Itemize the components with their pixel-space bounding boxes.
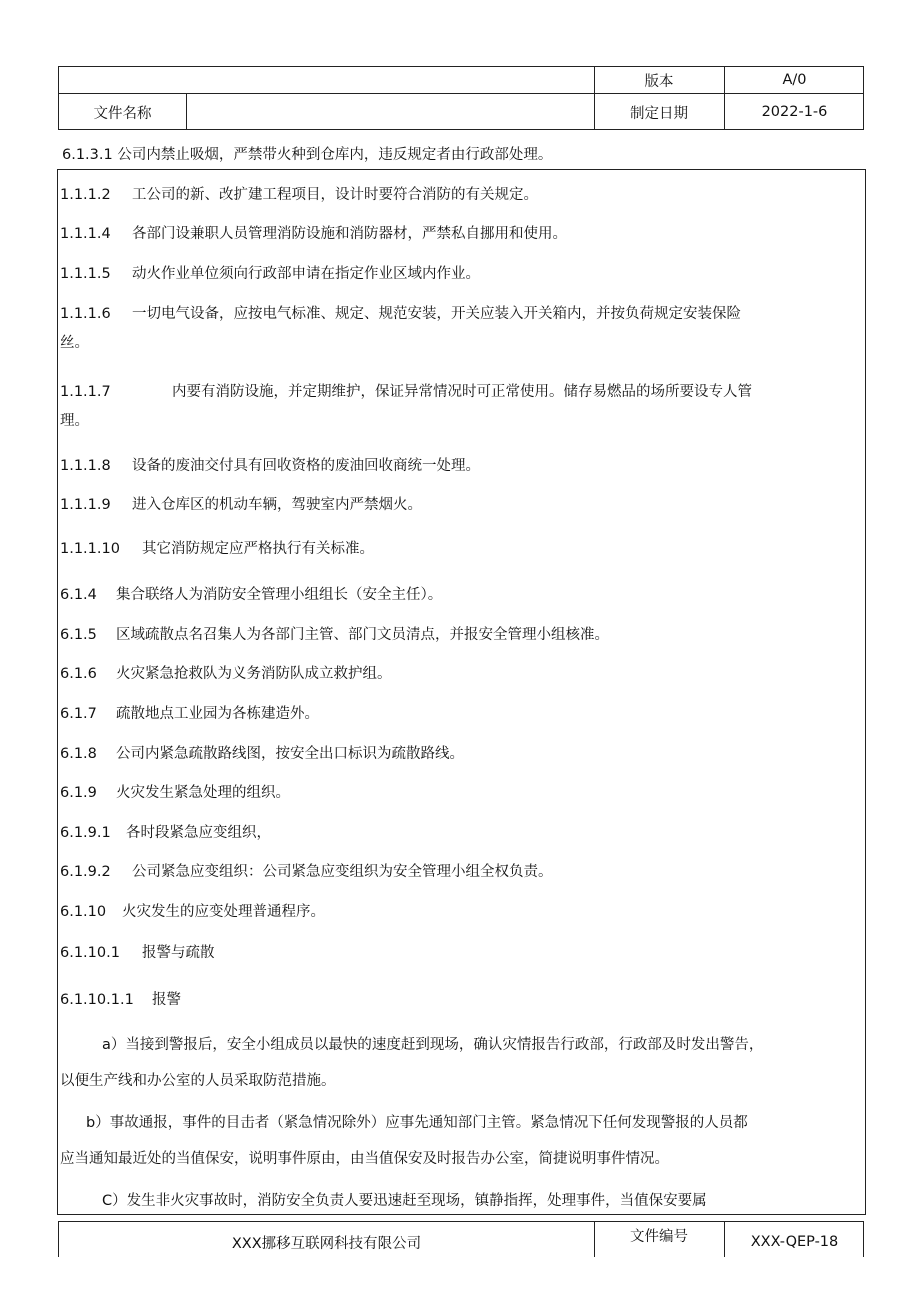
doc-no-label: 文件编号 bbox=[630, 1228, 688, 1245]
footer-table bbox=[58, 1221, 864, 1257]
list-item bbox=[60, 900, 325, 921]
date-value: 2022-1-6 bbox=[761, 104, 828, 120]
paragraph-b-line-1: b）事故通报，事件的目击者（紧急情况除外）应事先通知部门主管。紧急情况下任何发现警报的人员都 bbox=[86, 1115, 748, 1131]
item-text: 内要有消防设施，并定期维护，保证异常情况时可正常使用。储存易燃品的场所要设专人管 bbox=[172, 384, 752, 400]
item-number: 1.1.1.2 bbox=[60, 187, 111, 203]
header-col-divider-1 bbox=[186, 93, 187, 129]
list-item bbox=[60, 262, 480, 283]
list-item bbox=[60, 941, 215, 962]
company-name: XXX挪移互联网科技有限公司 bbox=[231, 1235, 422, 1252]
item-text: 其它消防规定应严格执行有关标准。 bbox=[142, 541, 374, 557]
version-value: A/0 bbox=[782, 72, 807, 88]
paragraph-a bbox=[60, 1030, 865, 1096]
item-number: 1.1.1.9 bbox=[60, 497, 111, 513]
content-box bbox=[57, 169, 866, 1215]
item-text: 设备的废油交付具有回收资格的废油回收商统一处理。 bbox=[132, 458, 480, 474]
item-text: 报警与疏散 bbox=[142, 945, 215, 961]
doc-name-label: 文件名称 bbox=[93, 105, 152, 122]
item-number: 6.1.7 bbox=[60, 706, 97, 722]
list-item bbox=[60, 583, 442, 604]
list-item bbox=[60, 821, 271, 842]
doc-no-value: XXX-QEP-18 bbox=[750, 1234, 839, 1250]
item-number: 6.1.9.1 bbox=[60, 825, 111, 841]
list-item bbox=[60, 623, 609, 644]
item-text: 火灾紧急抢救队为义务消防队成立救护组。 bbox=[116, 666, 392, 682]
list-item bbox=[60, 380, 752, 401]
list-item bbox=[60, 781, 290, 802]
intro-line: 6.1.3.1 公司内禁止吸烟，严禁带火种到仓库内，违反规定者由行政部处理。 bbox=[62, 147, 553, 163]
item-number: 6.1.8 bbox=[60, 746, 97, 762]
list-item bbox=[60, 454, 480, 475]
list-item bbox=[60, 302, 741, 323]
item-text: 火灾发生的应变处理普通程序。 bbox=[122, 904, 325, 920]
item-text: 进入仓库区的机动车辆，驾驶室内严禁烟火。 bbox=[132, 497, 422, 513]
list-item bbox=[60, 662, 392, 683]
item-number: 1.1.1.6 bbox=[60, 306, 111, 322]
paragraph-c-line-1: C）发生非火灾事故时，消防安全负责人要迅速赶至现场，镇静指挥，处理事件，当值保安要属 bbox=[102, 1193, 707, 1209]
item-text: 疏散地点工业园为各栋建造外。 bbox=[116, 706, 319, 722]
paragraph-b-line-2: 应当通知最近处的当值保安，说明事件原由，由当值保安及时报告办公室，简捷说明事件情况。 bbox=[60, 1151, 669, 1167]
item-text: 公司内紧急疏散路线图，按安全出口标识为疏散路线。 bbox=[116, 746, 464, 762]
item-number: 1.1.1.10 bbox=[60, 541, 120, 557]
item-text: 区域疏散点名召集人为各部门主管、部门文员清点，并报安全管理小组核准。 bbox=[116, 627, 609, 643]
item-text: 公司紧急应变组织：公司紧急应变组织为安全管理小组全权负责。 bbox=[132, 864, 553, 880]
item-number: 6.1.10.1 bbox=[60, 945, 120, 961]
item-number: 6.1.9 bbox=[60, 785, 97, 801]
item-number: 6.1.10 bbox=[60, 904, 107, 920]
item-continuation: 丝。 bbox=[60, 335, 89, 351]
list-item bbox=[60, 988, 181, 1009]
date-label: 制定日期 bbox=[630, 105, 688, 122]
version-label: 版本 bbox=[644, 73, 674, 90]
item-text: 各部门设兼职人员管理消防设施和消防器材，严禁私自挪用和使用。 bbox=[132, 226, 567, 242]
item-text: 报警 bbox=[152, 992, 181, 1008]
list-item bbox=[60, 222, 567, 243]
item-number: 6.1.10.1.1 bbox=[60, 992, 134, 1008]
item-text: 集合联络人为消防安全管理小组组长（安全主任）。 bbox=[116, 587, 443, 603]
item-text: 一切电气设备，应按电气标准、规定、规范安装，开关应装入开关箱内，并按负荷规定安装保险 bbox=[132, 306, 741, 322]
item-text: 火灾发生紧急处理的组织。 bbox=[116, 785, 290, 801]
paragraph-b bbox=[60, 1108, 865, 1174]
list-item bbox=[60, 183, 538, 204]
paragraph-c bbox=[60, 1186, 865, 1215]
item-number: 1.1.1.4 bbox=[60, 226, 111, 242]
item-number: 1.1.1.5 bbox=[60, 266, 111, 282]
list-item bbox=[60, 702, 319, 723]
list-item bbox=[60, 742, 464, 763]
item-text: 工公司的新、改扩建工程项目，设计时要符合消防的有关规定。 bbox=[132, 187, 538, 203]
header-table bbox=[58, 66, 864, 130]
item-text: 动火作业单位须向行政部申请在指定作业区域内作业。 bbox=[132, 266, 480, 282]
paragraph-a-line-1: a）当接到警报后，安全小组成员以最快的速度赶到现场，确认灾情报告行政部，行政部及时发出警告， bbox=[102, 1037, 764, 1053]
item-number: 6.1.4 bbox=[60, 587, 97, 603]
item-number: 6.1.6 bbox=[60, 666, 97, 682]
item-number: 1.1.1.8 bbox=[60, 458, 111, 474]
item-number: 1.1.1.7 bbox=[60, 384, 111, 400]
item-number: 6.1.9.2 bbox=[60, 864, 111, 880]
item-continuation: 理。 bbox=[60, 413, 89, 429]
list-item bbox=[60, 860, 553, 881]
paragraph-a-line-2: 以便生产线和办公室的人员采取防范措施。 bbox=[60, 1073, 336, 1089]
list-item bbox=[60, 493, 422, 514]
item-text: 各时段紧急应变组织， bbox=[126, 825, 271, 841]
list-item bbox=[60, 537, 374, 558]
item-number: 6.1.5 bbox=[60, 627, 97, 643]
